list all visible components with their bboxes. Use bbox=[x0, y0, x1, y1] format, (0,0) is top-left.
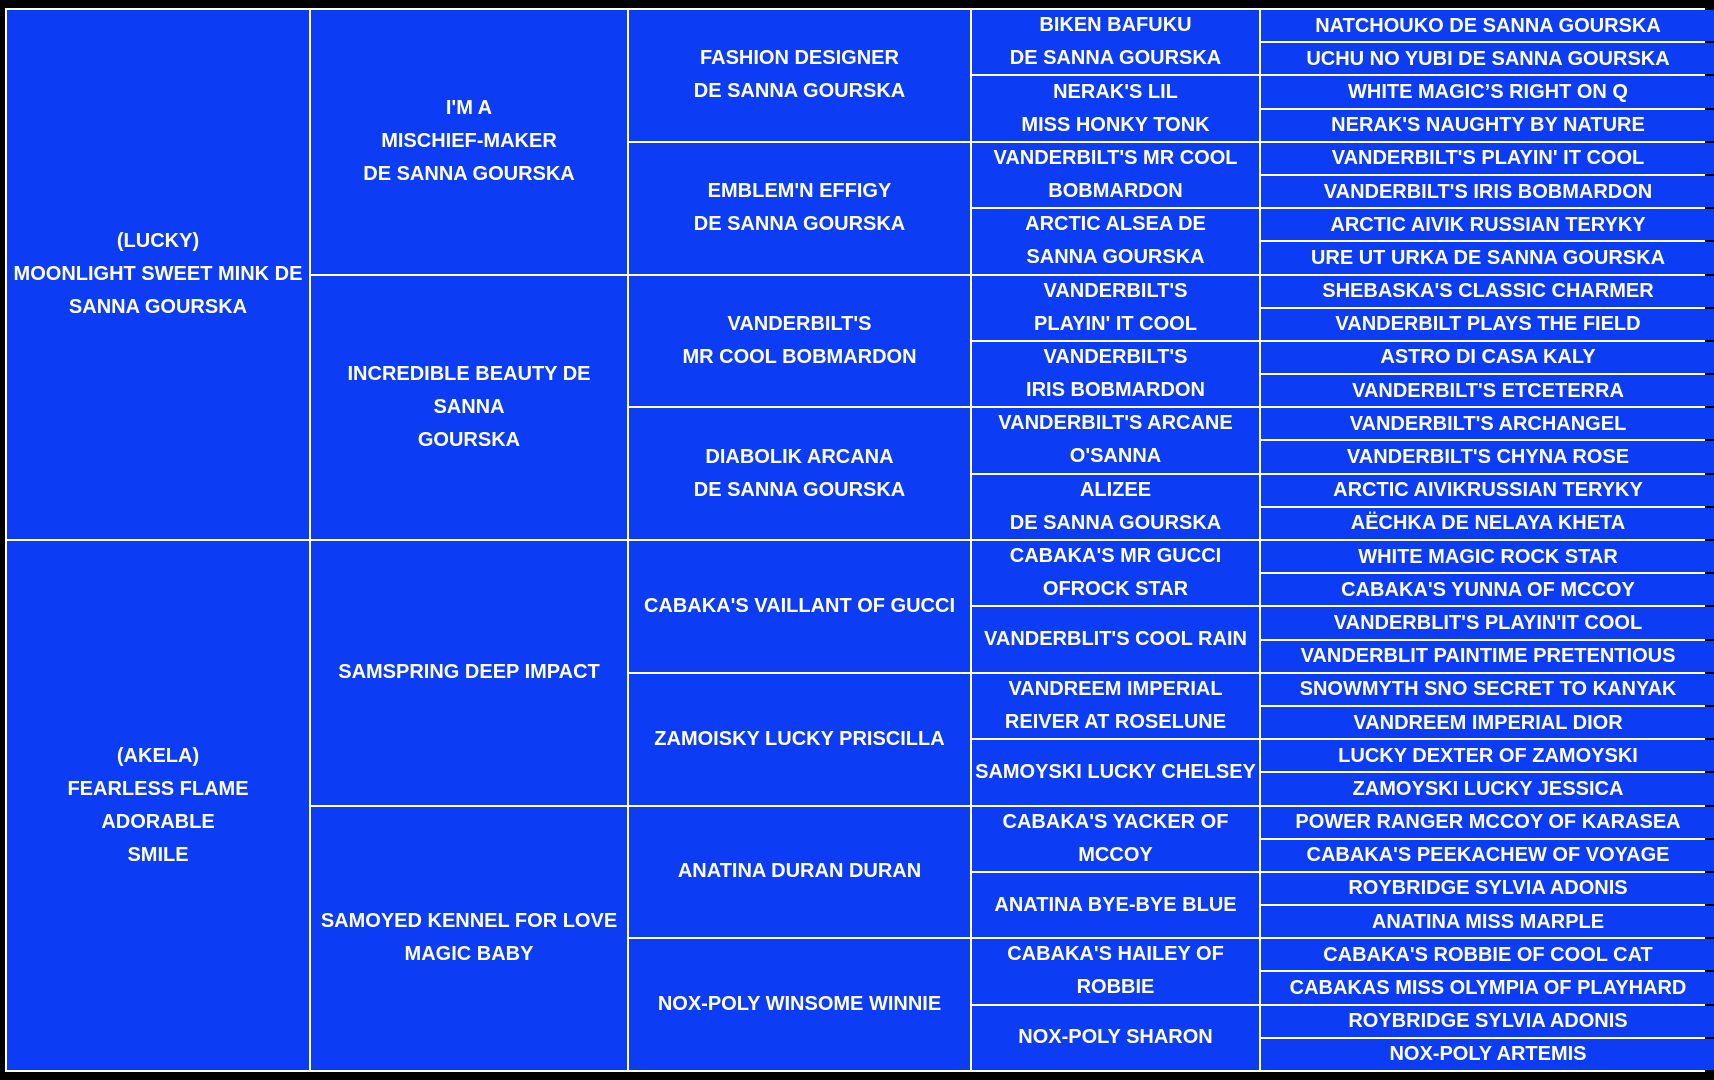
dog-name-line: VANDERBILT'S CHYNA ROSE bbox=[1346, 446, 1630, 469]
dog-name-line: MCCOY bbox=[1078, 843, 1153, 866]
generation-5-dog-23 bbox=[1261, 740, 1714, 771]
dog-name-line: VANDREEM IMPERIAL bbox=[1008, 677, 1223, 700]
dog-name-line: VANDERBILT'S PLAYIN' IT COOL bbox=[1331, 147, 1645, 170]
dog-name-line: MAGIC BABY bbox=[404, 943, 534, 966]
dog-name-line: VANDERBILT'S bbox=[1043, 279, 1188, 302]
dog-name-line: CABAKA'S VAILLANT OF GUCCI bbox=[643, 594, 956, 617]
generation-3-dog-5 bbox=[629, 541, 970, 672]
generation-5-dog-31 bbox=[1261, 1006, 1714, 1037]
dog-name-line: NERAK'S NAUGHTY BY NATURE bbox=[1331, 114, 1645, 137]
dog-name-line: LUCKY DEXTER OF ZAMOYSKI bbox=[1338, 744, 1638, 767]
dog-name-line: NOX-POLY ARTEMIS bbox=[1389, 1043, 1587, 1066]
generation-5-dog-4 bbox=[1261, 110, 1714, 141]
dog-name-line: CABAKA'S PEEKACHEW OF VOYAGE bbox=[1306, 844, 1670, 867]
generation-5-dog-27 bbox=[1261, 873, 1714, 904]
dog-name-line: INCREDIBLE BEAUTY DE SANNA bbox=[347, 362, 591, 418]
generation-4-dog-2 bbox=[972, 76, 1259, 140]
dog-name-line: REIVER AT ROSELUNE bbox=[1004, 710, 1227, 733]
dog-name-line: MISS HONKY TONK bbox=[1021, 113, 1210, 136]
dog-name-line: BIKEN BAFUKU bbox=[1039, 14, 1192, 37]
dog-name-line: UCHU NO YUBI DE SANNA GOURSKA bbox=[1306, 47, 1670, 70]
generation-3-dog-2 bbox=[629, 143, 970, 274]
generation-4-dog-12 bbox=[972, 740, 1259, 804]
dog-name-line: CABAKAS MISS OLYMPIA OF PLAYHARD bbox=[1289, 977, 1687, 1000]
dog-name-line: VANDERBILT'S ARCHANGEL bbox=[1349, 412, 1627, 435]
dog-name-line: DE SANNA GOURSKA bbox=[363, 163, 575, 186]
generation-5-dog-10 bbox=[1261, 309, 1714, 340]
dog-name-line: URE UT URKA DE SANNA GOURSKA bbox=[1310, 246, 1666, 269]
generation-5-dog-28 bbox=[1261, 906, 1714, 937]
dog-name-line: VANDERBLIT'S PLAYIN'IT COOL bbox=[1333, 611, 1643, 634]
generation-4-dog-4 bbox=[972, 209, 1259, 273]
dog-name-line: ROYBRIDGE SYLVIA ADONIS bbox=[1348, 877, 1628, 900]
generation-4-dog-8 bbox=[972, 475, 1259, 539]
generation-5-dog-11 bbox=[1261, 342, 1714, 373]
dog-name-line: CABAKA'S YUNNA OF MCCOY bbox=[1341, 578, 1635, 601]
dog-name-line: VANDERBILT'S bbox=[1043, 346, 1188, 369]
generation-5-dog-18 bbox=[1261, 574, 1714, 605]
dog-name-line: ZAMOISKY LUCKY PRISCILLA bbox=[654, 727, 945, 750]
generation-4-dog-3 bbox=[972, 143, 1259, 207]
generation-5-dog-25 bbox=[1261, 807, 1714, 838]
generation-5-dog-22 bbox=[1261, 707, 1714, 738]
dog-name-line: VANDERBLIT PAINTIME PRETENTIOUS bbox=[1300, 645, 1676, 668]
generation-5-dog-26 bbox=[1261, 840, 1714, 871]
generation-2-dog-1 bbox=[311, 10, 627, 274]
dog-name-line: SNOWMYTH SNO SECRET TO KANYAK bbox=[1299, 678, 1677, 701]
dog-name-line: ARCTIC AIVIKRUSSIAN TERYKY bbox=[1333, 479, 1643, 502]
dog-name-line: SANNA GOURSKA bbox=[68, 296, 248, 318]
dog-name-line: GOURSKA bbox=[417, 428, 521, 451]
generation-5-dog-12 bbox=[1261, 375, 1714, 406]
dog-name-line: ANATINA DURAN DURAN bbox=[677, 860, 922, 883]
generation-4-dog-11 bbox=[972, 674, 1259, 738]
dog-name-line: CABAKA'S ROBBIE OF COOL CAT bbox=[1323, 943, 1653, 966]
generation-3-dog-6 bbox=[629, 674, 970, 805]
dog-name-line: DE SANNA GOURSKA bbox=[693, 80, 906, 103]
dog-name-line: MR COOL BOBMARDON bbox=[682, 345, 917, 368]
dog-name-line: IRIS BOBMARDON bbox=[1026, 379, 1205, 402]
generation-3-dog-4 bbox=[629, 408, 970, 539]
dog-name-line: SANNA GOURSKA bbox=[1026, 246, 1205, 269]
dog-name-line: NOX-POLY SHARON bbox=[1018, 1026, 1213, 1049]
pedigree-chart bbox=[5, 8, 1705, 1072]
generation-4-dog-15 bbox=[972, 939, 1259, 1003]
generation-2-dog-3 bbox=[311, 541, 627, 805]
generation-5-dog-8 bbox=[1261, 242, 1714, 273]
generation-5-dog-15 bbox=[1261, 475, 1714, 506]
generation-3-dog-1 bbox=[629, 10, 970, 141]
generation-5-dog-5 bbox=[1261, 143, 1714, 174]
dog-name-line: O'SANNA bbox=[1069, 445, 1162, 468]
dog-name-line: EMBLEM'N EFFIGY bbox=[707, 180, 892, 203]
generation-4-dog-1 bbox=[972, 10, 1259, 74]
generation-5-dog-17 bbox=[1261, 541, 1714, 572]
dog-name-line: WHITE MAGIC ROCK STAR bbox=[1358, 545, 1618, 568]
generation-2-dog-4 bbox=[311, 807, 627, 1071]
dog-name-line: ROYBRIDGE SYLVIA ADONIS bbox=[1348, 1010, 1628, 1033]
dog-name-line: ZAMOYSKI LUCKY JESSICA bbox=[1352, 777, 1624, 800]
generation-5-dog-21 bbox=[1261, 674, 1714, 705]
generation-1-dog-1 bbox=[7, 10, 309, 539]
generation-5-dog-24 bbox=[1261, 773, 1714, 804]
dog-name-line: DIABOLIK ARCANA bbox=[705, 445, 894, 468]
generation-4-dog-9 bbox=[972, 541, 1259, 605]
generation-4-dog-7 bbox=[972, 408, 1259, 472]
dog-name-line: VANDERBILT'S MR COOL bbox=[993, 146, 1238, 169]
generation-5-dog-19 bbox=[1261, 607, 1714, 638]
dog-name-line: VANDREEM IMPERIAL DIOR bbox=[1353, 711, 1623, 734]
dog-name-line: FASHION DESIGNER bbox=[700, 47, 899, 70]
dog-name-line: ASTRO DI CASA KALY bbox=[1380, 346, 1596, 369]
dog-name-line: AËCHKA DE NELAYA KHETA bbox=[1350, 512, 1626, 535]
dog-name-line: ALIZEE bbox=[1079, 478, 1152, 501]
dog-name-line: VANDERBILT'S ETCETERRA bbox=[1352, 379, 1624, 402]
dog-name-line: (AKELA) bbox=[116, 744, 200, 767]
dog-name-line: ANATINA BYE-BYE BLUE bbox=[994, 893, 1237, 916]
generation-4-dog-5 bbox=[972, 276, 1259, 340]
generation-5-dog-2 bbox=[1261, 43, 1714, 74]
dog-name-line: SAMSPRING DEEP IMPACT bbox=[338, 661, 600, 684]
generation-4-dog-6 bbox=[972, 342, 1259, 406]
generation-3-dog-7 bbox=[629, 807, 970, 938]
dog-name-line: VANDERBLIT'S COOL RAIN bbox=[984, 628, 1247, 651]
dog-name-line: ARCTIC AIVIK RUSSIAN TERYKY bbox=[1330, 213, 1646, 236]
dog-name-line: DE SANNA GOURSKA bbox=[693, 478, 906, 501]
dog-name-line: SAMOYSKI LUCKY CHELSEY bbox=[975, 760, 1256, 783]
generation-3-dog-3 bbox=[629, 276, 970, 407]
generation-5-dog-9 bbox=[1261, 276, 1714, 307]
dog-name-line: ANATINA MISS MARPLE bbox=[1371, 910, 1605, 933]
dog-name-line: SAMOYED KENNEL FOR LOVE bbox=[320, 910, 618, 933]
generation-5-dog-3 bbox=[1261, 76, 1714, 107]
dog-name-line: DE SANNA GOURSKA bbox=[1009, 47, 1222, 70]
dog-name-line: VANDERBILT'S IRIS BOBMARDON bbox=[1323, 180, 1653, 203]
dog-name-line: CABAKA'S MR GUCCI bbox=[1009, 545, 1222, 568]
dog-name-line: NATCHOUKO DE SANNA GOURSKA bbox=[1315, 14, 1661, 37]
dog-name-line: WHITE MAGIC’S RIGHT ON Q bbox=[1348, 80, 1628, 103]
dog-name-line: DE SANNA GOURSKA bbox=[693, 213, 906, 236]
dog-name-line: POWER RANGER MCCOY OF KARASEA bbox=[1295, 811, 1681, 834]
dog-name-line: SHEBASKA'S CLASSIC CHARMER bbox=[1322, 280, 1654, 303]
generation-4-dog-10 bbox=[972, 607, 1259, 671]
generation-2-dog-2 bbox=[311, 276, 627, 540]
generation-5-dog-29 bbox=[1261, 939, 1714, 970]
generation-5-dog-20 bbox=[1261, 641, 1714, 672]
dog-name-line: PLAYIN' IT COOL bbox=[1034, 312, 1197, 335]
dog-name-line: DE SANNA GOURSKA bbox=[1009, 511, 1222, 534]
generation-5-dog-6 bbox=[1261, 176, 1714, 207]
generation-3-dog-8 bbox=[629, 939, 970, 1070]
dog-name-line: FEARLESS FLAME ADORABLE bbox=[67, 777, 249, 833]
dog-name-line: OFROCK STAR bbox=[1042, 578, 1189, 601]
dog-name-line: CABAKA'S HAILEY OF bbox=[1007, 943, 1224, 966]
dog-name-line: ARCTIC ALSEA DE bbox=[1025, 213, 1206, 236]
dog-name-line: VANDERBILT'S bbox=[727, 312, 872, 335]
generation-5-dog-14 bbox=[1261, 441, 1714, 472]
dog-name-line: I'M A bbox=[445, 97, 493, 120]
generation-4-dog-16 bbox=[972, 1006, 1259, 1070]
generation-1-dog-2 bbox=[7, 541, 309, 1070]
dog-name-line: CABAKA'S YACKER OF bbox=[1002, 810, 1229, 833]
generation-5-dog-1 bbox=[1261, 10, 1714, 41]
dog-name-line: NERAK'S LIL bbox=[1053, 80, 1178, 103]
dog-name-line: (LUCKY) bbox=[116, 230, 200, 252]
generation-5-dog-13 bbox=[1261, 408, 1714, 439]
dog-name-line: SMILE bbox=[127, 843, 189, 866]
generation-4-dog-14 bbox=[972, 873, 1259, 937]
dog-name-line: VANDERBILT'S ARCANE bbox=[998, 412, 1233, 435]
dog-name-line: MOONLIGHT SWEET MINK DE bbox=[13, 263, 303, 285]
dog-name-line: ROBBIE bbox=[1076, 976, 1155, 999]
dog-name-line: BOBMARDON bbox=[1048, 179, 1183, 202]
generation-4-dog-13 bbox=[972, 807, 1259, 871]
generation-5-dog-16 bbox=[1261, 508, 1714, 539]
dog-name-line: MISCHIEF-MAKER bbox=[381, 130, 557, 153]
generation-5-dog-7 bbox=[1261, 209, 1714, 240]
generation-5-dog-30 bbox=[1261, 972, 1714, 1003]
generation-5-dog-32 bbox=[1261, 1039, 1714, 1070]
dog-name-line: NOX-POLY WINSOME WINNIE bbox=[657, 993, 942, 1016]
dog-name-line: VANDERBILT PLAYS THE FIELD bbox=[1335, 313, 1641, 336]
